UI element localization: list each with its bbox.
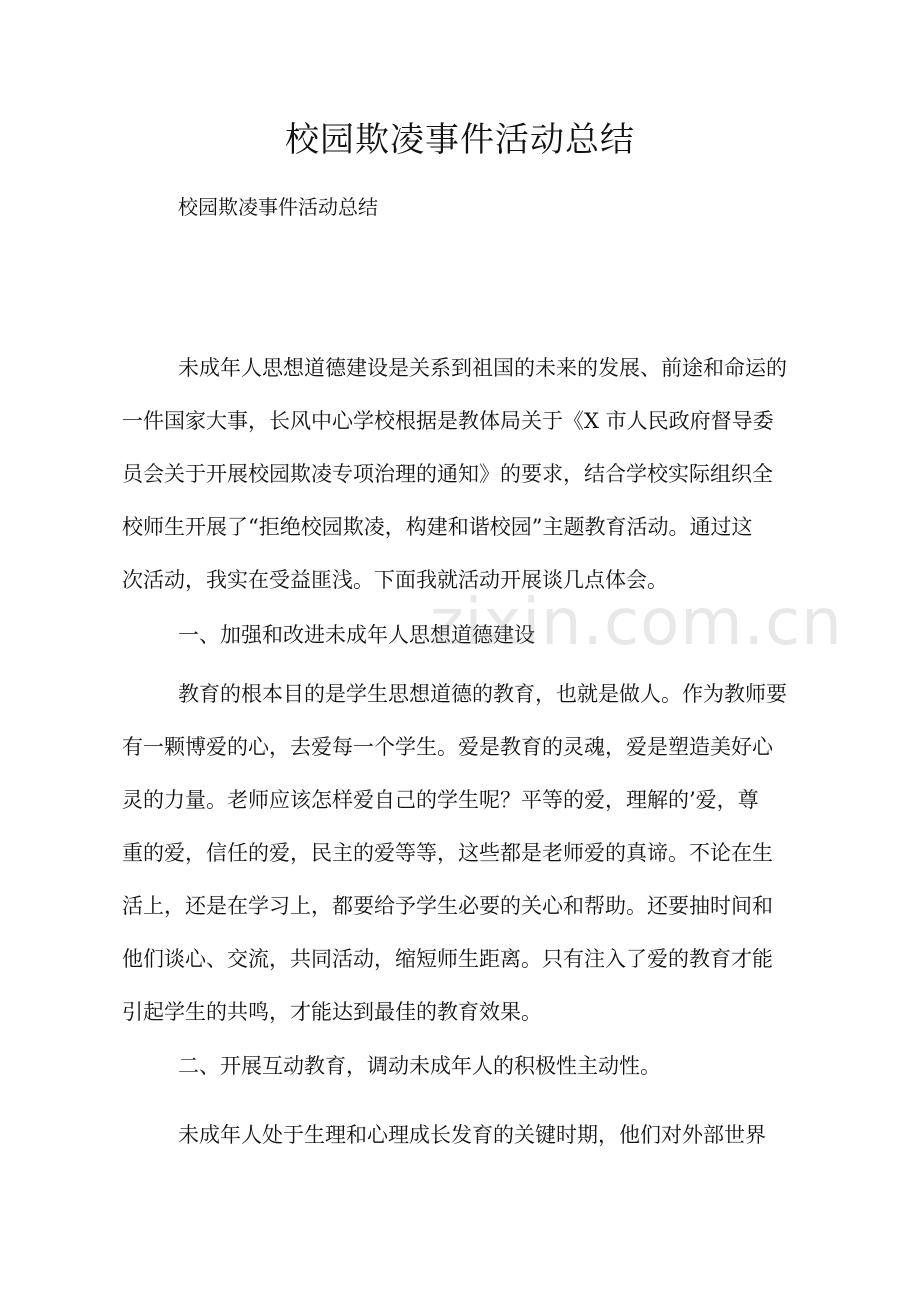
section-heading-1-text: 一、加强和改进未成年人思想道德建设 (178, 623, 535, 647)
section-heading-2-text: 二、开展互动教育，调动未成年人的积极性主动性。 (178, 1054, 661, 1078)
document-title: 校园欺凌事件活动总结 (285, 120, 635, 160)
section-heading-1 (122, 617, 800, 653)
paragraph-2-line-5: 活上，还是在学习上，都要给予学生必要的关心和帮助。还要抽时间和 (122, 894, 773, 918)
paragraph-1-line-2: 一件国家大事，长风中心学校根据是教体局关于《X 市人民政府督导委 (122, 409, 774, 433)
paragraph-1 (122, 350, 800, 598)
paragraph-2 (122, 676, 800, 1030)
paragraph-2-line-3: 灵的力量。老师应该怎样爱自己的学生呢？平等的爱，理解的’爱，尊 (122, 788, 759, 812)
paragraph-3-line-1: 未成年人处于生理和心理成长发育的关键时期，他们对外部世界 (178, 1123, 766, 1147)
document-subtitle: 校园欺凌事件活动总结 (178, 195, 378, 219)
paragraph-1-line-3: 员会关于开展校园欺凌专项治理的通知》的要求，结合学校实际组织全 (122, 462, 773, 486)
paragraph-3 (122, 1117, 800, 1153)
paragraph-1-line-1: 未成年人思想道德建设是关系到祖国的未来的发展、前途和命运的 (178, 356, 787, 380)
paragraph-2-line-4: 重的爱，信任的爱，民主的爱等等，这些都是老师爱的真谛。不论在生 (122, 841, 773, 865)
paragraph-2-line-7: 引起学生的共鸣，才能达到最佳的教育效果。 (122, 1000, 542, 1024)
paragraph-1-line-4: 校师生开展了“拒绝校园欺凌，构建和谐校园”主题教育活动。通过这 (122, 515, 753, 539)
section-heading-2 (122, 1048, 800, 1084)
paragraph-2-line-2: 有一颗博爱的心，去爱每一个学生。爱是教育的灵魂，爱是塑造美好心 (122, 735, 773, 759)
paragraph-2-line-1: 教育的根本目的是学生思想道德的教育，也就是做人。作为教师要 (178, 682, 787, 706)
paragraph-2-line-6: 他们谈心、交流，共同活动，缩短师生距离。只有注入了爱的教育才能 (122, 947, 773, 971)
watermark: zixin.com.cn (430, 586, 843, 660)
paragraph-1-line-5: 次活动，我实在受益匪浅。下面我就活动开展谈几点体会。 (122, 568, 668, 592)
